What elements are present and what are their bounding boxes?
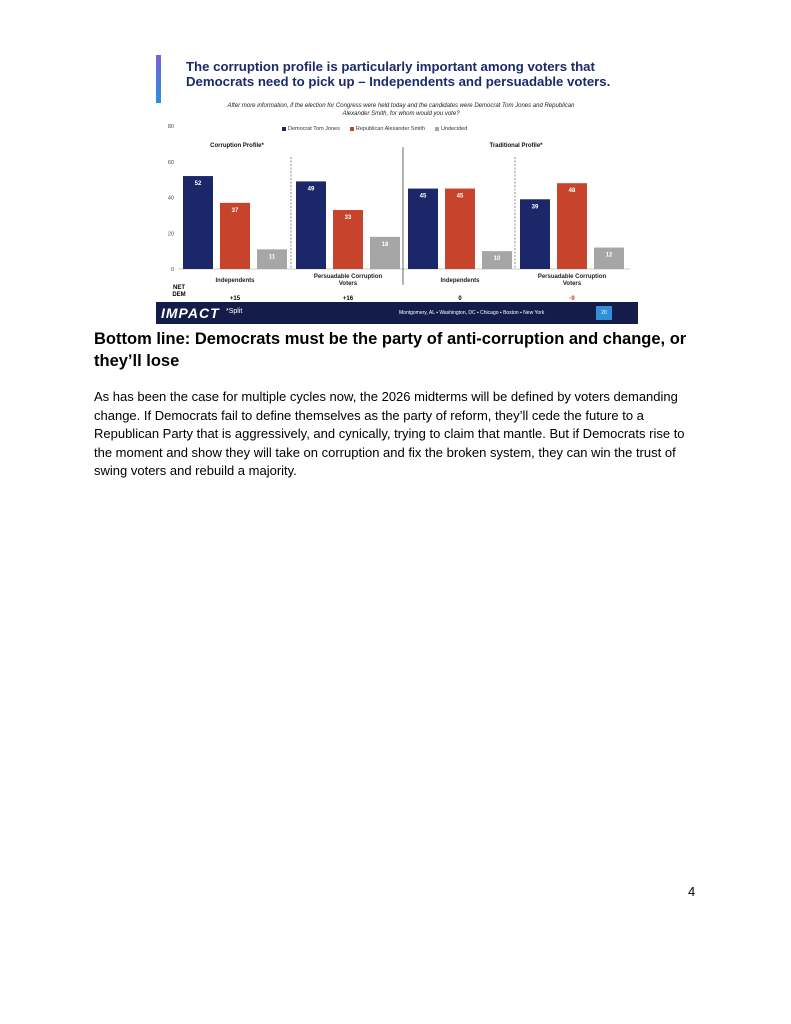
net-dem-label: NET DEM <box>172 285 186 298</box>
page-number: 4 <box>688 884 696 899</box>
category-label-0: Independents <box>215 278 255 284</box>
y-tick-label-2: 40 <box>167 195 174 202</box>
y-tick-label-1: 20 <box>167 231 174 238</box>
bar-value-label-1-1: 33 <box>344 215 352 222</box>
bar-value-label-2-3: 12 <box>605 252 613 259</box>
y-tick-label-4: 80 <box>167 124 174 130</box>
legend-label-republican: Republican Alexander Smith <box>355 126 425 132</box>
profile-label-1: Traditional Profile* <box>489 143 543 149</box>
net-value-1: +16 <box>342 296 354 302</box>
category-label-3: Persuadable Corruption Voters <box>537 274 607 287</box>
y-tick-label-0: 0 <box>170 267 174 273</box>
slide-footer <box>156 302 638 324</box>
net-value-0: +15 <box>229 296 241 302</box>
bar-democrat-2 <box>408 189 438 269</box>
slide-title: The corruption profile is particularly important among voters that Democrats need to pick up – Independents and persuadable voters. <box>186 59 611 89</box>
bar-value-label-1-0: 37 <box>231 207 239 214</box>
survey-slide-image <box>156 55 638 324</box>
bar-value-label-0-1: 49 <box>307 186 315 193</box>
bar-republican-3 <box>557 183 587 269</box>
survey-question: After more information, if the election for Congress were held today and the candidates were Democrat Tom Jones and Republican Alexander Smith, for whom would you vote? <box>227 103 575 117</box>
bar-democrat-0 <box>183 176 213 269</box>
category-label-1: Persuadable Corruption Voters <box>313 274 383 287</box>
body-paragraph: As has been the case for multiple cycles now, the 2026 midterms will be defined by voters demanding change. If Democrats fail to define themselves as the party of reform, they’ll cede the future to a Republican Party that is aggressively, and cynically, trying to claim that mantle. But if Democrats rise to the moment and show they will take on corruption and fix the broken system, they can win the trust of swing voters and rebuild a majority. <box>94 389 685 478</box>
bar-value-label-1-2: 45 <box>456 193 464 200</box>
bar-value-label-1-3: 48 <box>568 188 576 195</box>
net-value-3: -9 <box>569 296 575 302</box>
bar-value-label-0-3: 39 <box>531 204 539 211</box>
bar-value-label-2-1: 18 <box>381 241 389 248</box>
bar-democrat-1 <box>296 181 326 269</box>
legend-label-undecided: Undecided <box>440 126 468 132</box>
bar-value-label-0-0: 52 <box>194 181 202 188</box>
legend-label-democrat: Democrat Tom Jones <box>288 126 340 132</box>
bar-value-label-2-0: 11 <box>268 254 276 261</box>
impact-logo: IMPACT <box>161 305 220 321</box>
net-value-2: 0 <box>458 296 462 302</box>
section-heading: Bottom line: Democrats must be the party of anti-corruption and change, or they’ll lose <box>94 330 687 370</box>
category-label-2: Independents <box>440 278 480 284</box>
split-footnote: *Split <box>226 308 243 315</box>
office-locations: Montgomery, AL ▪ Washington, DC ▪ Chicago ▪ Boston ▪ New York <box>399 310 545 316</box>
vote-choice-bar-chart <box>156 55 638 302</box>
profile-label-0: Corruption Profile* <box>210 143 264 149</box>
bar-republican-2 <box>445 189 475 269</box>
bar-value-label-0-2: 45 <box>419 193 427 200</box>
y-tick-label-3: 60 <box>167 159 174 166</box>
bar-value-label-2-2: 10 <box>493 256 501 263</box>
slide-page-number: 20 <box>596 306 612 320</box>
